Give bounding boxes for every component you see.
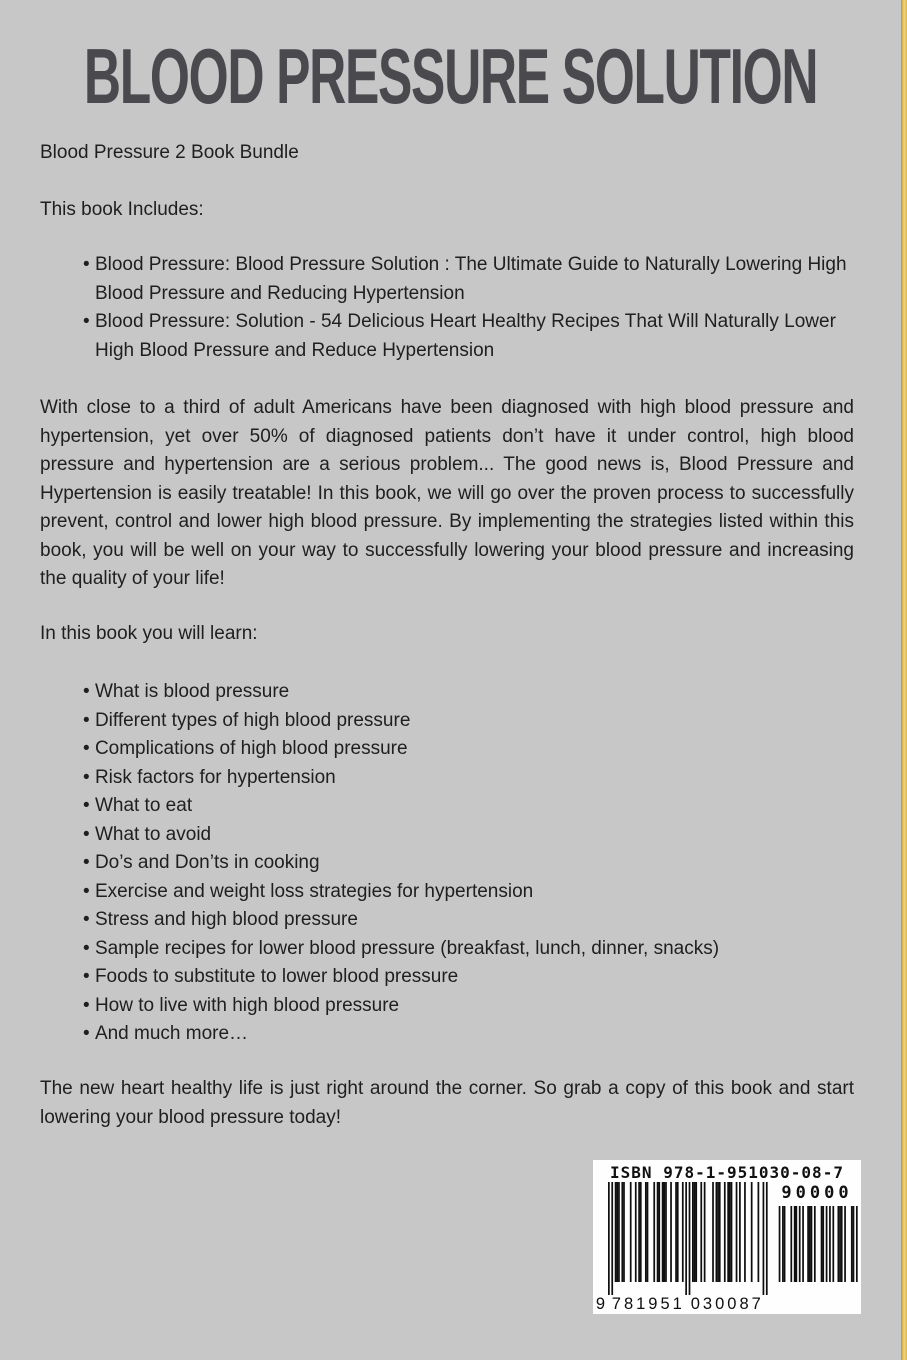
list-item: • Blood Pressure: Blood Pressure Solution : The Ultimate Guide to Naturally Lowering High Blood Pressure and Reducing Hypertension <box>95 251 854 308</box>
list-item: • Exercise and weight loss strategies for hypertension <box>95 878 854 907</box>
list-item: • Stress and high blood pressure <box>95 906 854 935</box>
list-item: • Do’s and Don’ts in cooking <box>95 849 854 878</box>
page-edge-strip <box>901 0 907 1360</box>
title-container <box>0 32 901 120</box>
isbn-text: ISBN 978-1-951030-08-7 <box>610 1163 844 1182</box>
svg-text:9: 9 <box>596 1295 607 1312</box>
svg-text:781951: 781951 <box>611 1295 685 1312</box>
list-item: • What is blood pressure <box>95 678 854 707</box>
list-item: • What to eat <box>95 792 854 821</box>
ean13-barcode <box>596 1182 768 1312</box>
list-item: • How to live with high blood pressure <box>95 992 854 1021</box>
list-item: • Risk factors for hypertension <box>95 764 854 793</box>
svg-text:030087: 030087 <box>690 1295 764 1312</box>
list-item: • Different types of high blood pressure <box>95 707 854 736</box>
list-item: • Sample recipes for lower blood pressure (breakfast, lunch, dinner, snacks) <box>95 935 854 964</box>
includes-list <box>40 251 854 365</box>
list-item: • Foods to substitute to lower blood pressure <box>95 963 854 992</box>
closing-paragraph: The new heart healthy life is just right around the corner. So grab a copy of this book and start lowering your blood pressure today! <box>40 1078 854 1128</box>
supplement-barcode <box>777 1206 858 1282</box>
supplement-block <box>775 1182 859 1282</box>
barcode-box <box>593 1160 861 1314</box>
page-title: BLOOD PRESSURE SOLUTION <box>83 32 818 120</box>
list-item: • And much more… <box>95 1020 854 1049</box>
description-paragraph: With close to a third of adult Americans have been diagnosed with high blood pressure and hypertension, yet over 50% of diagnosed patients don’t have it under control, high blood pressure and hypertension are a serious problem... The good news is, Blood Pressure and Hypertension is easily treatable! In this book, we will go over the proven process to successfully prevent, control and lower high blood pressure. By implementing the strategies listed within this book, you will be well on your way to successfully lowering your blood pressure and increasing the quality of your life! <box>40 397 854 589</box>
learn-list <box>40 678 854 1049</box>
bundle-line: Blood Pressure 2 Book Bundle <box>40 142 299 163</box>
list-item: • Blood Pressure: Solution - 54 Delicious Heart Healthy Recipes That Will Naturally Lower High Blood Pressure and Reduce Hypertension <box>95 308 854 365</box>
includes-heading: This book Includes: <box>40 199 204 220</box>
list-item: • Complications of high blood pressure <box>95 735 854 764</box>
supplement-value: 90000 <box>781 1183 853 1203</box>
list-item: • What to avoid <box>95 821 854 850</box>
learn-heading: In this book you will learn: <box>40 623 258 644</box>
